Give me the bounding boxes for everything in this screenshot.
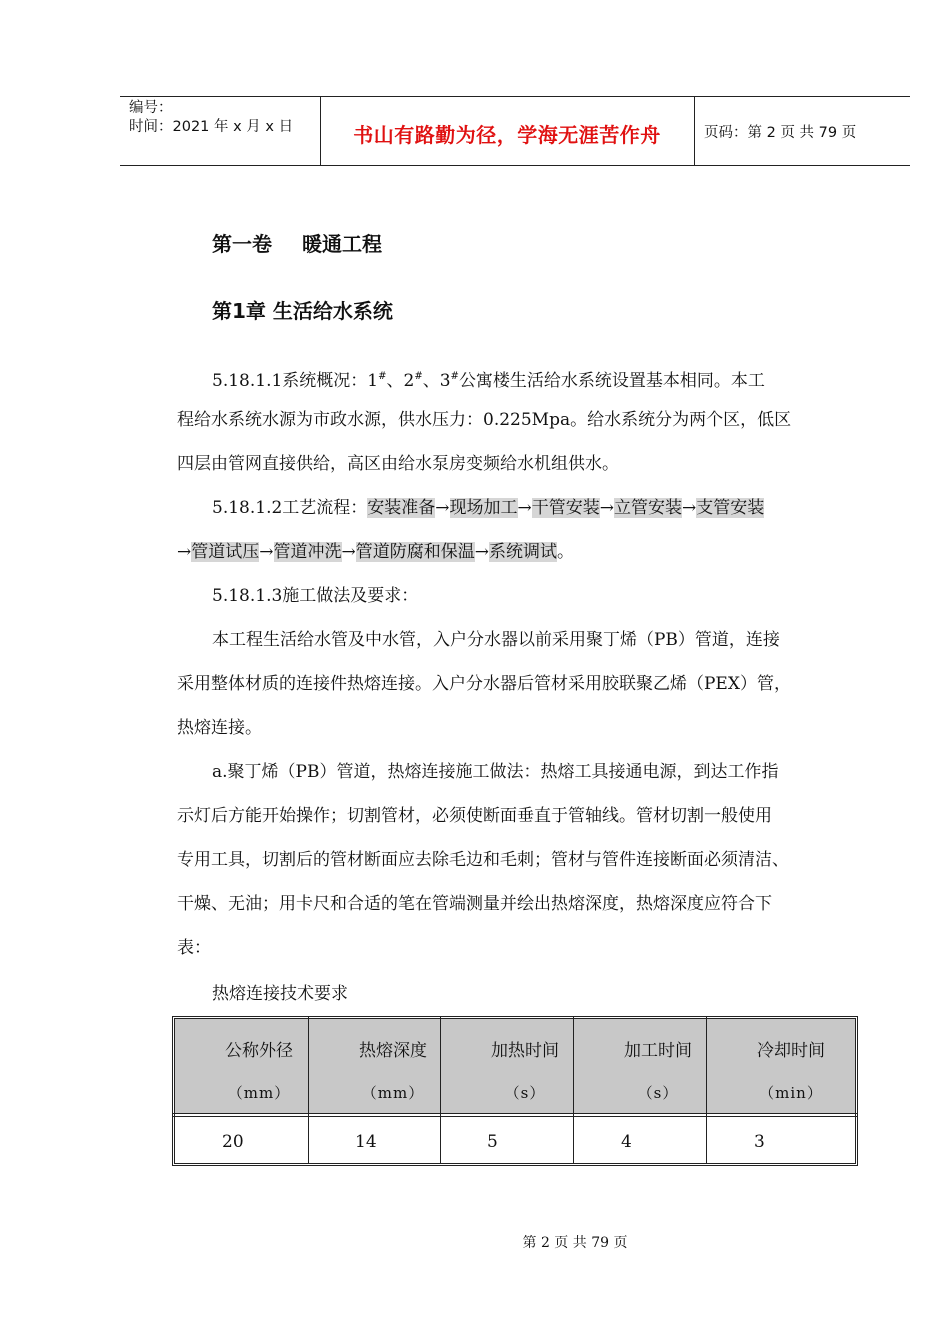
table-header-cell — [724, 1036, 858, 1103]
arrow: → — [517, 498, 532, 518]
arrow: → — [341, 542, 356, 562]
section-1-line-2: 程给水系统水源为市政水源，供水压力：0.225Mpa。给水系统分为两个区，低区 — [177, 410, 792, 430]
section-2-line-1 — [212, 497, 764, 519]
header-unit: （mm） — [227, 1084, 291, 1102]
header-name: 公称外径 — [225, 1041, 293, 1061]
section-1-prefix: 5.18.1.1系统概况：1 — [212, 371, 379, 391]
table-header-cell — [326, 1036, 460, 1103]
paragraph-line: 干燥、无油；用卡尺和合适的笔在管端测量并绘出热熔深度，热熔深度应符合下 — [177, 894, 772, 914]
superscript: # — [450, 371, 459, 382]
process-step: 管道防腐和保温 — [355, 542, 475, 562]
section-1-line-3: 四层由管网直接供给，高区由给水泵房变频给水机组供水。 — [177, 454, 619, 474]
arrow: → — [682, 498, 697, 518]
section-1-line-1 — [212, 366, 765, 392]
table-cell: 14 — [355, 1132, 377, 1152]
table-header-cell — [591, 1036, 725, 1103]
section-2-line-2 — [177, 541, 574, 563]
process-step: 管道冲洗 — [273, 542, 342, 562]
process-step: 安装准备 — [367, 498, 436, 518]
volume-title: 第一卷 — [212, 232, 272, 256]
arrow: → — [177, 542, 192, 562]
paragraph-line: 表： — [177, 938, 211, 958]
paragraph-line: 专用工具，切割后的管材断面应去除毛边和毛刺；管材与管件连接断面必须清洁、 — [177, 850, 789, 870]
paragraph-line: 采用整体材质的连接件热熔连接。入户分水器后管材采用胶联聚乙烯（PEX）管， — [177, 674, 791, 694]
process-step: 干管安装 — [531, 498, 600, 518]
process-step: 现场加工 — [449, 498, 518, 518]
text-run: 、3 — [422, 371, 451, 391]
table-cell: 5 — [487, 1132, 498, 1152]
table-row-divider — [172, 1113, 858, 1117]
table-header-cell — [458, 1036, 592, 1103]
process-step: 管道试压 — [191, 542, 260, 562]
paragraph-line: 本工程生活给水管及中水管，入户分水器以前采用聚丁烯（PB）管道，连接 — [212, 630, 780, 650]
table-cell: 20 — [222, 1132, 244, 1152]
footer-page-number: 第 2 页 共 79 页 — [522, 1235, 628, 1251]
header-motto: 书山有路勤为径，学海无涯苦作舟 — [353, 123, 661, 147]
section-2-prefix: 5.18.1.2工艺流程： — [212, 498, 368, 518]
header-name: 冷却时间 — [757, 1041, 825, 1061]
page-footer — [0, 1232, 950, 1252]
section-3-title: 5.18.1.3施工做法及要求： — [212, 586, 419, 606]
superscript: # — [414, 371, 423, 382]
superscript: # — [378, 371, 387, 382]
text-run: 公寓楼生活给水系统设置基本相同。本工 — [458, 371, 765, 391]
chapter-heading: 第1章 生活给水系统 — [212, 299, 393, 323]
paragraph-line: 示灯后方能开始操作；切割管材，必须使断面垂直于管轴线。管材切割一般使用 — [177, 806, 772, 826]
period: 。 — [557, 542, 574, 562]
arrow: → — [474, 542, 489, 562]
header-name: 加工时间 — [624, 1041, 692, 1061]
process-step: 系统调试 — [489, 542, 557, 562]
header-name: 加热时间 — [491, 1041, 559, 1061]
paragraph-line: 热熔连接。 — [177, 718, 262, 738]
header-divider — [694, 97, 695, 165]
header-unit: （min） — [759, 1084, 823, 1102]
table-header-cell — [192, 1036, 326, 1103]
doc-number-label: 编号： — [129, 100, 173, 116]
date-label: 时间：2021 年 x 月 x 日 — [129, 119, 294, 135]
arrow: → — [259, 542, 274, 562]
table-caption: 热熔连接技术要求 — [212, 984, 348, 1004]
header-meta — [129, 99, 293, 137]
volume-heading — [212, 228, 382, 257]
paragraph-line: a.聚丁烯（PB）管道，热熔连接施工做法：热熔工具接通电源，到达工作指 — [212, 762, 779, 782]
header-name: 热熔深度 — [359, 1041, 427, 1061]
text-run: 、2 — [386, 371, 415, 391]
header-unit: （mm） — [361, 1084, 425, 1102]
header-unit: （s） — [637, 1084, 679, 1102]
header-page-info: 页码：第 2 页 共 79 页 — [704, 125, 857, 141]
document-header — [120, 96, 910, 166]
volume-subtitle: 暖通工程 — [302, 232, 382, 256]
process-step: 立管安装 — [614, 498, 683, 518]
arrow: → — [599, 498, 615, 518]
table-cell: 4 — [621, 1132, 632, 1152]
table-cell: 3 — [754, 1132, 765, 1152]
header-unit: （s） — [504, 1084, 546, 1102]
arrow: → — [435, 498, 450, 518]
process-step: 支管安装 — [696, 498, 765, 518]
